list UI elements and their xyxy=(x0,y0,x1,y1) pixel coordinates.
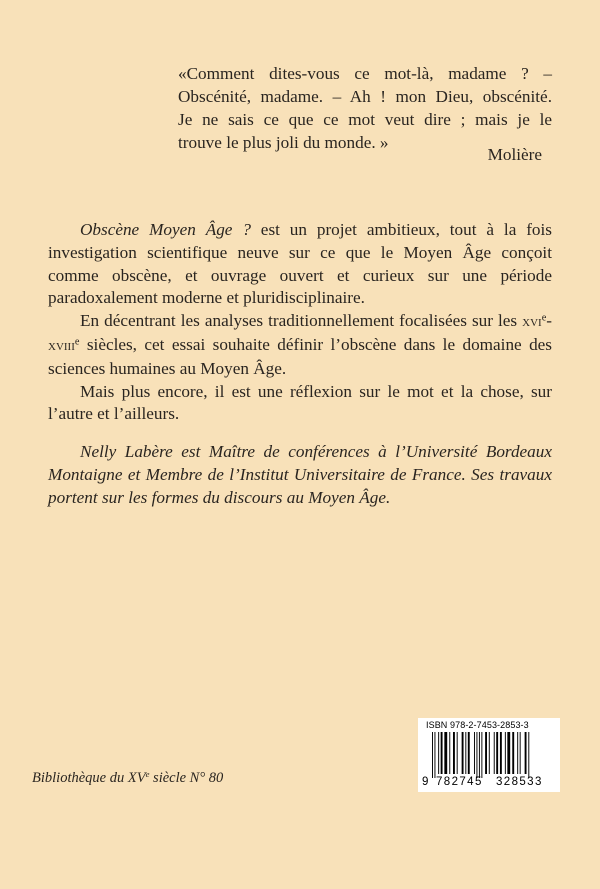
isbn-label: ISBN 978-2-7453-2853-3 xyxy=(426,720,529,730)
barcode-bar xyxy=(479,732,480,778)
barcode-bar xyxy=(434,732,435,778)
barcode-bar xyxy=(512,732,514,774)
quote-line: Je ne sais ce que ce mot veut dire ; mais je le xyxy=(178,110,552,129)
barcode-bar xyxy=(485,732,487,774)
barcode-bar xyxy=(476,732,477,778)
barcode-bar xyxy=(496,732,498,774)
barcode-bar xyxy=(517,732,518,774)
blurb-paragraph: En décentrant les analyses traditionnellement focalisées sur les xvi$^e$-xviii$^e$ siècles, cet essai souhaite définir l’obscène dans le domaine des sciences humaines au Moyen Âge. xyxy=(48,311,552,378)
blurb-paragraph: Obscène Moyen Âge ? est un projet ambitieux, tout à la fois investigation scientifique neuve sur ce que le Moyen Âge conçoit comme obscène, et ouvrage ouvert et curieux sur une période paradoxalement moderne et pluridisciplinaire. xyxy=(48,220,552,308)
quote-line: «Comment dites-vous ce mot-là, madame ? – xyxy=(178,64,552,83)
author-bio-text: Nelly Labère est Maître de conférences à l’Université Bordeaux Montaigne et Membre de l’Institut Universitaire de France. Ses travaux portent sur les formes du discours au Moyen Âge. xyxy=(48,442,552,507)
quote-author: Molière xyxy=(487,145,542,164)
barcode-bar xyxy=(528,732,529,778)
barcode-bar xyxy=(449,732,450,774)
barcode-right-digits: 328533 xyxy=(496,776,543,788)
barcode-bar xyxy=(462,732,464,774)
barcode-bar xyxy=(465,732,466,774)
barcode-bar xyxy=(520,732,521,774)
barcode-bar xyxy=(468,732,470,774)
barcode-bar xyxy=(525,732,527,774)
barcode-bar xyxy=(457,732,458,774)
barcode-bar xyxy=(500,732,502,774)
barcode-bar xyxy=(432,732,433,778)
blurb-paragraph: Mais plus encore, il est une réflexion sur le mot et la chose, sur l’autre et l’ailleurs. xyxy=(48,381,552,424)
barcode-bar xyxy=(474,732,475,774)
back-cover-blurb xyxy=(48,219,552,426)
barcode-bar xyxy=(438,732,439,774)
book-title: Obscène Moyen Âge ? xyxy=(80,220,251,239)
barcode-bar xyxy=(481,732,482,778)
barcode-bar xyxy=(507,732,510,774)
isbn-barcode xyxy=(418,718,560,792)
barcode-bar xyxy=(441,732,443,774)
author-bio xyxy=(48,440,552,509)
barcode-bar xyxy=(453,732,455,774)
barcode-left-digits: 782745 xyxy=(436,776,483,788)
barcode-first-digit: 9 xyxy=(422,776,430,788)
barcode-bar xyxy=(489,732,490,774)
quote-line: trouve le plus joli du monde. » xyxy=(178,133,389,152)
series-info: Bibliothèque du XVe siècle N° 80 xyxy=(32,769,224,786)
barcode-bar xyxy=(505,732,506,774)
epigraph-quote xyxy=(178,62,552,154)
quote-line: Obscénité, madame. – Ah ! mon Dieu, obscénité. xyxy=(178,87,552,106)
barcode-bar xyxy=(444,732,447,774)
barcode-bar xyxy=(494,732,495,774)
